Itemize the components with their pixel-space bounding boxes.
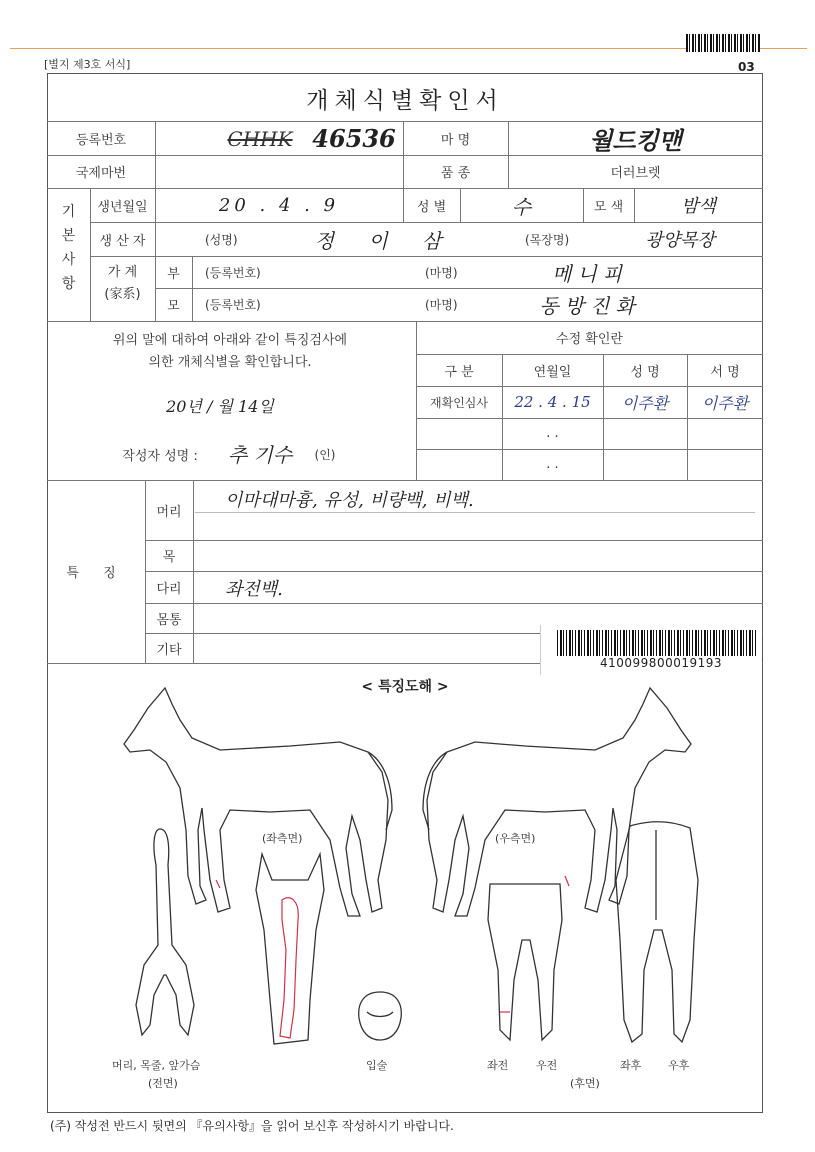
sire-name-value: 메니피 bbox=[552, 261, 628, 286]
right-hind-caption: 우후 bbox=[668, 1059, 690, 1072]
left-hind-caption: 좌후 bbox=[620, 1059, 642, 1072]
farm-value: 광양목장 bbox=[645, 230, 715, 251]
family-hanja: (家系) bbox=[104, 287, 141, 302]
notice-line: 위의 말에 대하여 아래와 같이 특징검사에 bbox=[112, 333, 348, 348]
breed-value: 더러브렛 bbox=[610, 166, 661, 181]
revision-col-sign: 서 명 bbox=[710, 364, 740, 380]
producer-name-label: (성명) bbox=[205, 232, 238, 247]
grid-line bbox=[193, 480, 194, 663]
coat-value: 밤색 bbox=[681, 196, 716, 217]
rear-view-caption: (후면) bbox=[570, 1077, 600, 1090]
sire-reg-label: (등록번호) bbox=[205, 265, 261, 280]
grid-line bbox=[145, 571, 763, 572]
top-barcode bbox=[686, 34, 760, 52]
notice-line: 의한 개체식별을 확인합니다. bbox=[148, 355, 312, 370]
horse-lips-diagram bbox=[355, 988, 405, 1043]
footer-note: (주) 작성전 반드시 뒷면의 『유의사항』을 읽어 보신후 작성하시기 바랍니다. bbox=[50, 1119, 454, 1133]
revision-row1-sign: 이주환 bbox=[701, 393, 749, 413]
family-label: 가 계 bbox=[107, 265, 138, 280]
head-value: 이마대마흉, 유성, 비량백, 비백. bbox=[225, 490, 474, 511]
diagram-title: < 특징도해 > bbox=[361, 679, 449, 695]
horse-name-value: 월드킹맨 bbox=[589, 125, 682, 155]
left-side-caption: (좌측면) bbox=[262, 832, 303, 845]
leg-value: 좌전백. bbox=[225, 579, 283, 600]
basic-section-label bbox=[47, 200, 90, 296]
right-side-caption: (우측면) bbox=[495, 832, 536, 845]
features-section-label: 특 징 bbox=[66, 566, 126, 581]
revision-col-name: 성 명 bbox=[630, 364, 660, 380]
birth-label: 생년월일 bbox=[97, 199, 148, 215]
grid-line bbox=[195, 512, 755, 513]
horse-front-view-diagram bbox=[130, 825, 200, 1040]
sire-name-label: (마명) bbox=[425, 265, 458, 280]
breed-label: 품 종 bbox=[440, 166, 471, 181]
section-char: 사 bbox=[61, 252, 76, 268]
farm-label: (목장명) bbox=[525, 232, 570, 247]
left-front-caption: 좌전 bbox=[487, 1059, 509, 1072]
revision-row3-date: . . bbox=[546, 457, 559, 472]
section-char: 항 bbox=[61, 276, 76, 292]
confirmation-date: 20년 / 월 14일 bbox=[166, 396, 274, 416]
dam-name-label: (마명) bbox=[425, 298, 458, 312]
grid-line bbox=[155, 121, 156, 188]
neck-label: 목 bbox=[162, 550, 176, 565]
writer-seal: (인) bbox=[314, 447, 336, 462]
family-label-block bbox=[90, 262, 155, 306]
horse-rear-view-diagram bbox=[610, 820, 705, 1050]
writer-label: 작성자 성명 : bbox=[122, 448, 198, 464]
reg-no-value: 46536 bbox=[312, 123, 396, 153]
producer-label: 생 산 자 bbox=[99, 233, 146, 249]
front-caption: 머리, 목줄, 앞가슴 bbox=[112, 1059, 201, 1072]
horse-front-legs-diagram bbox=[480, 880, 570, 1050]
writer-value: 추 기수 bbox=[227, 442, 293, 467]
producer-name-value: 정 이 삼 bbox=[314, 228, 456, 253]
revision-row1-date: 22 . 4 . 15 bbox=[514, 393, 591, 411]
grid-line bbox=[145, 540, 763, 541]
body-label: 몸통 bbox=[156, 612, 182, 628]
revision-row1-type: 재확인심사 bbox=[430, 395, 488, 410]
front-view-caption: (전면) bbox=[148, 1077, 178, 1090]
sex-label: 성 별 bbox=[416, 199, 447, 215]
revision-header: 수정 확인란 bbox=[556, 332, 623, 347]
reg-no-struck: CHHK bbox=[227, 127, 293, 151]
horse-name-label: 마 명 bbox=[440, 132, 471, 148]
grid-line bbox=[145, 603, 763, 604]
barcode bbox=[557, 630, 757, 656]
dam-name-value: 동방진화 bbox=[539, 294, 641, 318]
sire-label: 부 bbox=[167, 266, 180, 282]
revision-col-date: 연월일 bbox=[533, 364, 572, 380]
reg-no-label: 등록번호 bbox=[75, 132, 127, 148]
grid-line bbox=[192, 256, 193, 321]
revision-row1-name: 이주환 bbox=[621, 393, 669, 413]
revision-row2-date: . . bbox=[546, 426, 559, 441]
birth-value: 20 . 4 . 9 bbox=[218, 194, 340, 216]
section-char: 본 bbox=[61, 228, 76, 244]
dam-label: 모 bbox=[167, 299, 180, 314]
confirmation-notice bbox=[70, 330, 390, 374]
revision-col-type: 구 분 bbox=[444, 364, 474, 380]
horse-head-diagram bbox=[250, 850, 330, 1050]
section-char: 기 bbox=[61, 204, 76, 220]
other-label: 기타 bbox=[156, 642, 182, 658]
page-number: 03 bbox=[738, 60, 755, 74]
lips-caption: 입술 bbox=[366, 1059, 388, 1072]
coat-label: 모 색 bbox=[593, 199, 624, 215]
right-front-caption: 우전 bbox=[536, 1059, 558, 1072]
dam-reg-label: (등록번호) bbox=[205, 298, 261, 312]
barcode-number: 410099800019193 bbox=[600, 656, 723, 670]
leg-label: 다리 bbox=[156, 581, 182, 597]
sex-value: 수 bbox=[511, 194, 532, 219]
form-id: [별지 제3호 서식] bbox=[44, 58, 131, 71]
head-label: 머리 bbox=[156, 504, 182, 520]
document-title: 개체식별확인서 bbox=[306, 87, 504, 114]
intl-no-label: 국제마번 bbox=[75, 166, 127, 181]
